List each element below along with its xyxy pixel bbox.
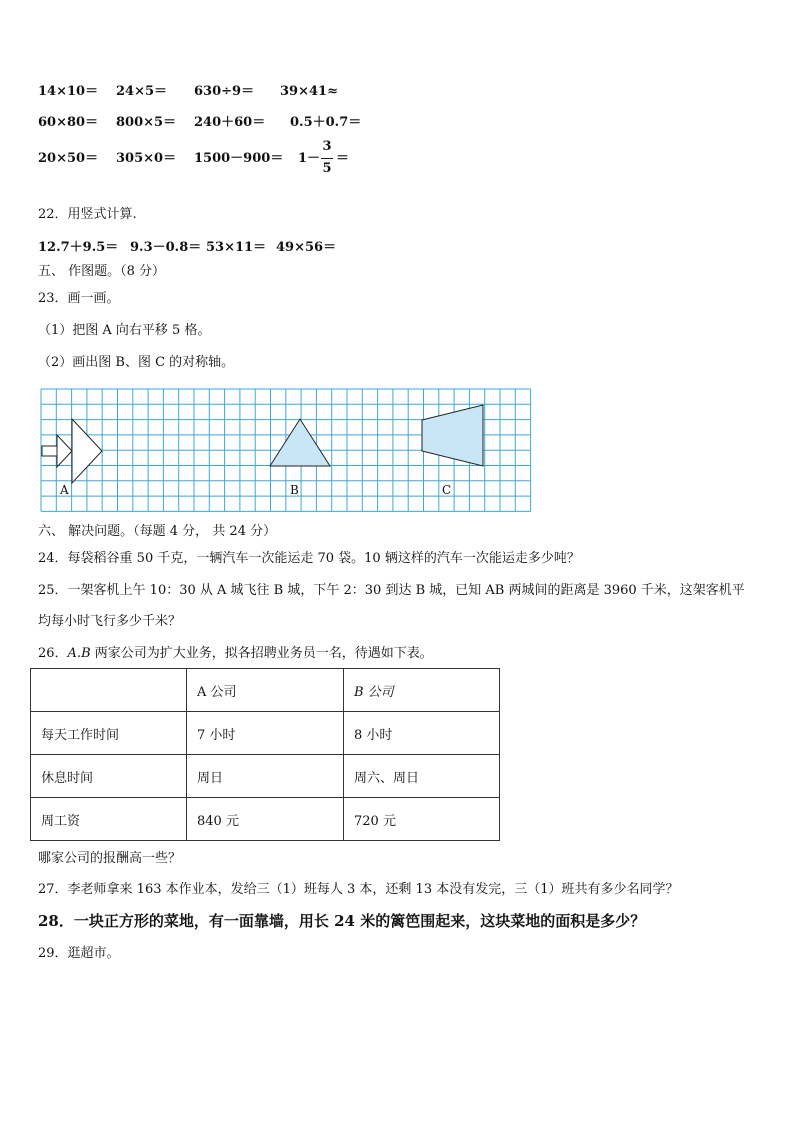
question-26-question: 哪家公司的报酬高一些？ (38, 851, 182, 866)
calc-item: 60×80＝ (38, 115, 99, 130)
calc-item: 240＋60＝ (194, 115, 266, 130)
q26-prefix: 26． (38, 646, 68, 661)
section-5-heading: 五、 作图题。（8 分） (38, 264, 166, 279)
table-cell: 周日 (187, 755, 344, 798)
question-24: 24．每袋稻谷重 50 千克，一辆汽车一次能运走 70 袋。10 辆这样的汽车一次能运走多少吨？ (38, 551, 580, 566)
calc-item: 20×50＝ (38, 151, 99, 166)
fraction-equals: ＝ (336, 151, 350, 166)
table-cell: 休息时间 (31, 755, 187, 798)
figure-c-label: C (442, 483, 452, 497)
table-header-row (31, 669, 500, 712)
calc-item: 1500－900＝ (194, 151, 284, 166)
question-23-sub1: （1）把图 A 向右平移 5 格。 (38, 323, 211, 338)
calc-item: 14×10＝ (38, 84, 99, 99)
fraction-numerator: 3 (322, 139, 332, 154)
table-cell: 7 小时 (187, 712, 344, 755)
table-row (31, 712, 500, 755)
fraction-whole: 1－ (298, 151, 321, 166)
question-28: 28．一块正方形的菜地，有一面靠墙，用长 24 米的篱笆围起来，这块菜地的面积是多少？ (38, 912, 646, 930)
table-cell (31, 669, 187, 712)
figure-b-label: B (290, 483, 299, 497)
q22-item: 12.7＋9.5＝ (38, 240, 119, 255)
calc-item: 305×0＝ (116, 151, 177, 166)
calc-item: 0.5＋0.7＝ (290, 115, 362, 130)
table-row (31, 798, 500, 841)
question-25-line2: 均每小时飞行多少千米？ (38, 614, 182, 629)
figure-b-triangle (270, 419, 330, 466)
table-cell: 每天工作时间 (31, 712, 187, 755)
q26-companies: A.B (67, 646, 91, 661)
question-29: 29．逛超市。 (38, 946, 120, 961)
calc-item: 630÷9＝ (194, 84, 255, 99)
calc-item: 800×5＝ (116, 115, 177, 130)
drawing-grid (40, 388, 532, 514)
table-cell: A 公司 (187, 669, 344, 712)
figure-a-arrow (42, 419, 102, 483)
q22-item: 49×56＝ (276, 240, 337, 255)
q22-item: 53×11＝ (206, 240, 267, 255)
table-cell: 8 小时 (344, 712, 500, 755)
question-23-title: 23．画一画。 (38, 291, 120, 306)
q26-title-rest: 两家公司为扩大业务，拟各招聘业务员一名，待遇如下表。 (90, 646, 433, 661)
question-22-title: 22．用竖式计算. (38, 207, 137, 222)
q22-item: 9.3－0.8＝ (130, 240, 202, 255)
table-cell: 周工资 (31, 798, 187, 841)
fraction-denominator: 5 (322, 161, 332, 176)
table-cell: B 公司 (344, 669, 500, 712)
figure-c-trapezoid (422, 405, 483, 466)
table-cell: 周六、周日 (344, 755, 500, 798)
question-23-sub2: （2）画出图 B、图 C 的对称轴。 (38, 355, 235, 370)
fraction-bar (321, 158, 333, 159)
question-26-title (38, 646, 433, 662)
section-6-heading: 六、 解决问题。（每题 4 分， 共 24 分） (38, 524, 277, 539)
table-cell: 720 元 (344, 798, 500, 841)
calc-item: 39×41≈ (280, 84, 338, 99)
question-25-line1: 25．一架客机上午 10：30 从 A 城飞往 B 城，下午 2：30 到达 B 城，已知 AB 两城间的距离是 3960 千米，这架客机平 (38, 583, 745, 598)
calc-item: 24×5＝ (116, 84, 168, 99)
question-27: 27．李老师拿来 163 本作业本，发给三（1）班每人 3 本，还剩 13 本没有发完，三（1）班共有多少名同学？ (38, 882, 679, 897)
figure-a-label: A (60, 483, 69, 497)
salary-table (30, 668, 500, 841)
table-cell: 840 元 (187, 798, 344, 841)
table-row (31, 755, 500, 798)
